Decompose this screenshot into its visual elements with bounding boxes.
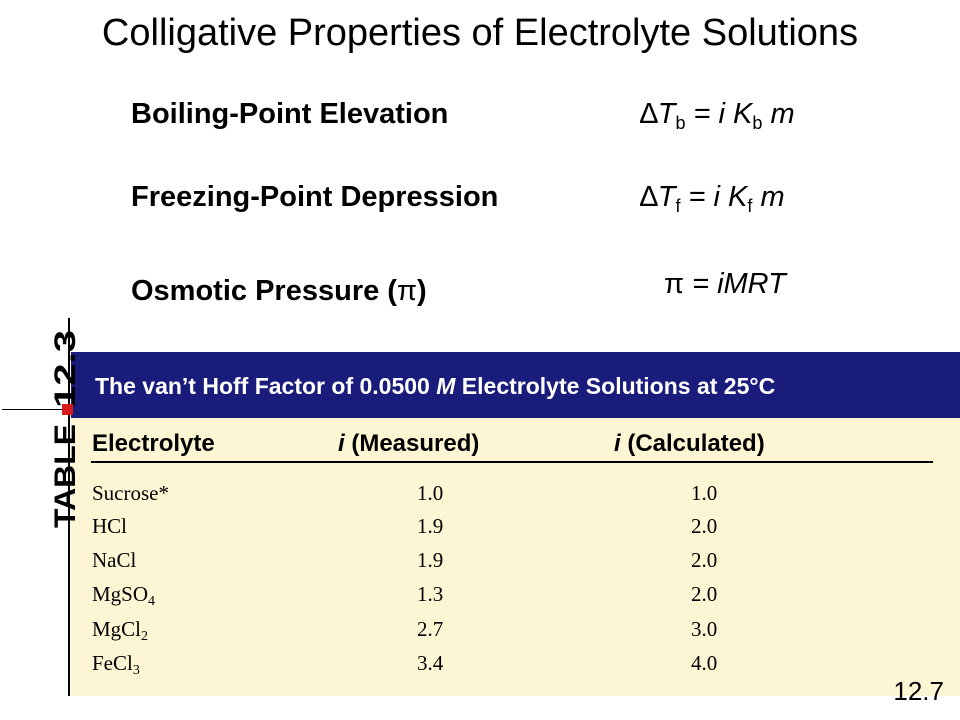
table-number: 12.3 — [49, 349, 82, 408]
boiling-point-label: Boiling-Point Elevation — [131, 98, 449, 130]
electrolyte-cell: FeCl$_3$ — [92, 651, 140, 678]
calculated-cell: 2.0 — [691, 582, 718, 606]
calculated-cell: 2.0 — [691, 514, 718, 538]
freezing-point-label: Freezing-Point Depression — [131, 181, 499, 213]
calculated-cell: 3.0 — [691, 617, 718, 641]
electrolyte-cell: HCl — [92, 514, 128, 538]
measured-cell: 1.3 — [417, 582, 444, 606]
table-side-label — [20, 322, 82, 532]
measured-cell: 3.4 — [417, 651, 444, 675]
slide-number: 12.7 — [893, 676, 944, 706]
measured-cell: 1.0 — [417, 481, 444, 505]
red-square-marker — [62, 404, 73, 415]
pi-symbol: π — [664, 268, 685, 300]
electrolyte-cell: NaCl — [92, 548, 137, 572]
measured-cell: 1.9 — [417, 514, 444, 538]
header-divider — [91, 461, 933, 463]
freezing-point-equation: $\Delta T_f = i$ $K_f$ m — [640, 181, 785, 216]
osmotic-pressure-equation: π = iMRT — [664, 268, 786, 300]
delta-symbol: ∆ — [640, 181, 658, 213]
calculated-cell: 2.0 — [691, 548, 718, 572]
electrolyte-cell: MgCl$_2$ — [92, 617, 149, 644]
table-word: TABLE — [49, 430, 82, 528]
delta-symbol: ∆ — [640, 98, 658, 130]
column-header-electrolyte: Electrolyte — [92, 430, 215, 457]
slide-title: Colligative Properties of Electrolyte Solutions — [101, 12, 859, 54]
table-caption: The van’t Hoff Factor of 0.0500 M Electrolyte Solutions at 25°C — [95, 373, 776, 399]
electrolyte-cell: Sucrose* — [92, 481, 169, 505]
electrolyte-cell: MgSO$_4$ — [92, 582, 156, 609]
column-header-calculated: i (Calculated) — [614, 430, 765, 457]
measured-cell: 2.7 — [417, 617, 444, 641]
boiling-point-equation: $\Delta T_b = i$ $K_b$ m — [640, 98, 795, 133]
table-side-rule — [68, 318, 70, 696]
calculated-cell: 4.0 — [691, 651, 718, 675]
calculated-cell: 1.0 — [691, 481, 718, 505]
measured-cell: 1.9 — [417, 548, 444, 572]
table-side-tick — [2, 409, 68, 410]
osmotic-pressure-label: Osmotic Pressure (π) — [131, 275, 427, 307]
column-header-measured: i (Measured) — [338, 430, 480, 457]
